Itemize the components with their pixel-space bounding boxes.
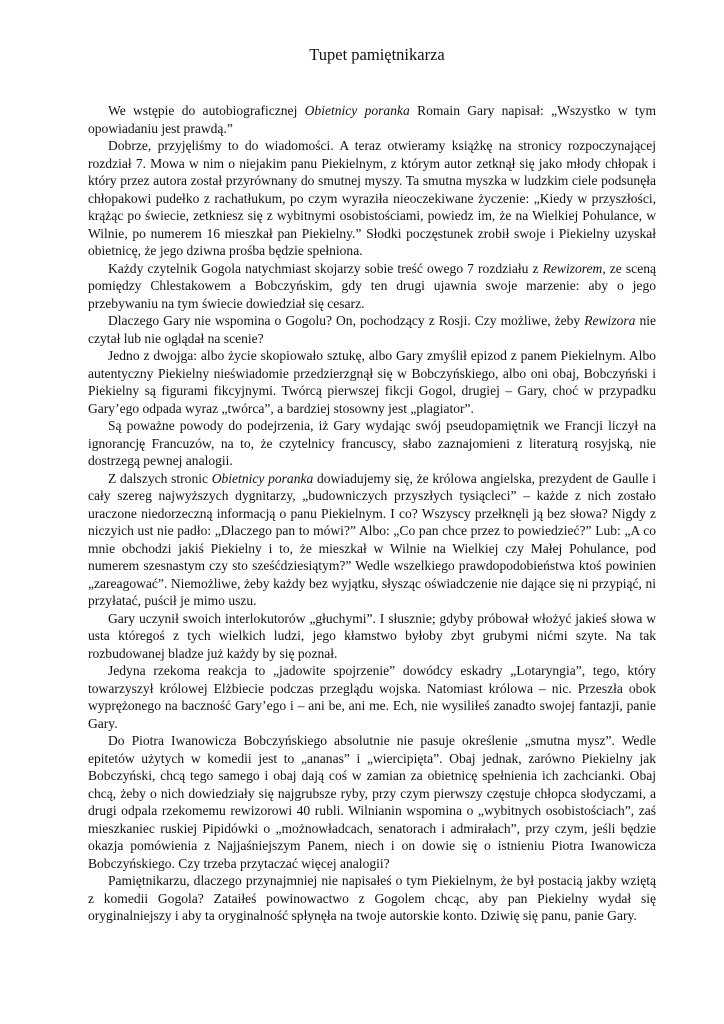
paragraph bbox=[88, 417, 656, 470]
document-title: Tupet pamiętnikarza bbox=[309, 45, 445, 64]
paragraph-text: , ze sceną pomiędzy Chlestakowem a Bobczyńskim, gdy ten drugi ujawnia swoje marzenie: aby o jego przebywaniu na tym świecie dowiedział się cesarz. bbox=[88, 260, 656, 311]
paragraph bbox=[88, 872, 656, 925]
paragraph-text: Do Piotra Iwanowicza Bobczyńskiego absolutnie nie pasuje określenie „smutna mysz”. Wedle epitetów użytych w komedii jest to „ananas” i „wiercipięta”. Obaj jednak, zarówno Piekielny jak Bobczyński, chcą tego samego i obaj dają coś w zamian za obietnicę spełnienia ich zachcianki. Obaj chcą, żeby o nich dowiedziały się najgrubsze ryby, przy czym pierwszy częstuje chłopca słodyczami, a drugi odpala rzekomemu rewizorowi 40 rubli. Wilnianin wspomina o „wybitnych osobistościach”, zaś mieszkaniec ruskiej Pipidówki o „możnowładcach, senatorach i admirałach”, przy czym, jeśli będzie okazja pomówienia z Najjaśniejszym Panem, niech i on dowie się o istnieniu Piotra Iwanowicza Bobczyńskiego. Czy trzeba przytaczać więcej analogii? bbox=[88, 733, 656, 871]
paragraph-text: Pamiętnikarzu, dlaczego przynajmniej nie napisałeś o tym Piekielnym, że był postacią jakby wziętą z komedii Gogola? Zataiłeś powinowactwo z Gogolem chcąc, aby pan Piekielny wydał się oryginalniejszy i aby ta oryginalność spłynęła na twoje autorskie konto. Dziwię się panu, panie Gary. bbox=[88, 873, 656, 923]
paragraph-text: Dobrze, przyjęliśmy to do wiadomości. A teraz otwieramy książkę na stronicy rozpoczynającej rozdział 7. Mowa w nim o niejakim panu Piekielnym, z którym autor zetknął się jako młody chłopak i który przez autora został przyrównany do smutnej myszy. Ta smutna myszka w ludzkim ciele podsunęła chłopakowi pudełko z rachatłukum, po czym wyraziła nieoczekiwane życzenie: „Kiedy w przyszłości, krążąc po świecie, zetkniesz się z wybitnymi osobistościami, powiedz im, że na Wielkiej Pohulance, w Wilnie, po numerem 16 mieszkał pan Piekielny.” Słodki poczęstunek zrobił swoje i Piekielny uzyskał obietnicę, że jego dziwna prośba będzie spełniona. bbox=[88, 138, 656, 258]
paragraph-text: We wstępie do autobiograficznej bbox=[108, 103, 305, 118]
paragraph-text: Z dalszych stronic bbox=[108, 470, 212, 486]
paragraph-text: nie czytał lub nie oglądał na scenie? bbox=[88, 313, 656, 346]
paragraph-text: Jedno z dwojga: albo życie skopiowało sztukę, albo Gary zmyślił epizod z panem Piekielnym. Albo autentyczny Piekielny nieświadomie przedzierzgnął się w Bobczyńskiego, albo oni obaj, Bobczyński i Piekielny są figurami fikcyjnymi. Twórcą pierwszej fikcji Gogol, drugiej – Gary, choć w przypadku Gary’ego odpada wyraz „twórca”, a bardziej stosowny jest „plagiator”. bbox=[88, 348, 656, 416]
paragraph bbox=[88, 470, 656, 610]
italic-title: Rewizora bbox=[584, 313, 636, 328]
paragraph bbox=[88, 102, 656, 137]
paragraph-text: Gary uczynił swoich interlokutorów „głuchymi”. I słusznie; gdyby próbował włożyć jakieś słowa w usta któregoś z tych wielkich ludzi, jego kłamstwo byłoby zbyt grubymi nićmi szyte. Na tak rozbudowanej bladze już każdy by się poznał. bbox=[88, 610, 656, 661]
paragraph bbox=[88, 732, 656, 872]
paragraph-text: Każdy czytelnik Gogola natychmiast skojarzy sobie treść owego 7 rozdziału z bbox=[108, 260, 543, 276]
italic-title: Rewizorem bbox=[542, 260, 603, 276]
paragraph-text: Romain Gary napisał: „Wszystko w tym opowiadaniu jest prawdą.” bbox=[88, 103, 656, 136]
paragraph bbox=[88, 312, 656, 347]
italic-title: Obietnicy poranka bbox=[304, 103, 410, 118]
paragraph bbox=[88, 347, 656, 417]
paragraph-text: Jedyna rzekoma reakcja to „jadowite spojrzenie” dowódcy eskadry „Lotaryngia”, tego, który towarzyszył królowej Elżbiecie podczas przeglądu wojska. Natomiast królowa – nic. Przeszła obok wyprężonego na baczność Gary’ego i – ani be, ani me. Ech, nie wysiliłeś zanadto swojej fantazji, panie Gary. bbox=[88, 663, 656, 731]
paragraph bbox=[88, 610, 656, 663]
paragraph-text: dowiadujemy się, że królowa angielska, prezydent de Gaulle i cały szereg najwyższych dygnitarzy, „budowniczych przyszłych tysiącleci” – każde z nich zostało uraczone niedorzeczną informacją o panu Piekielnym. I co? Wszyscy przełknęli ją bez słowa? Nigdy z niczyich ust nie padło: „Dlaczego pan to mówi?” Albo: „Co pan chce przez to powiedzieć?” Lub: „A co mnie obchodzi jakiś Piekielny i to, że mieszkał w Wilnie na Wielkiej czy Małej Pohulance, pod numerem szesnastym czy sto sześćdziesiątym?” Wedle wszelkiego prawdopodobieństwa ktoś powinien „zareagować”. Niemożliwe, żeby każdy bez wyjątku, słysząc oświadczenie nie dające się ni przypiąć, ni przyłatać, puścił je mimo uszu. bbox=[88, 470, 657, 608]
paragraph-text: Są poważne powody do podejrzenia, iż Gary wydając swój pseudopamiętnik we Francji liczył na ignorancję Francuzów, na to, że czytelnicy francuscy, słabo zaznajomieni z literaturą rosyjską, nie dostrzegą pewnej analogii. bbox=[88, 418, 656, 468]
paragraph bbox=[88, 260, 656, 313]
italic-title: Obietnicy poranka bbox=[211, 470, 314, 486]
paragraph-text: Dlaczego Gary nie wspomina o Gogolu? On, pochodzący z Rosji. Czy możliwe, żeby bbox=[108, 313, 585, 328]
document-body bbox=[88, 102, 656, 925]
paragraph bbox=[88, 137, 656, 260]
paragraph bbox=[88, 662, 656, 732]
